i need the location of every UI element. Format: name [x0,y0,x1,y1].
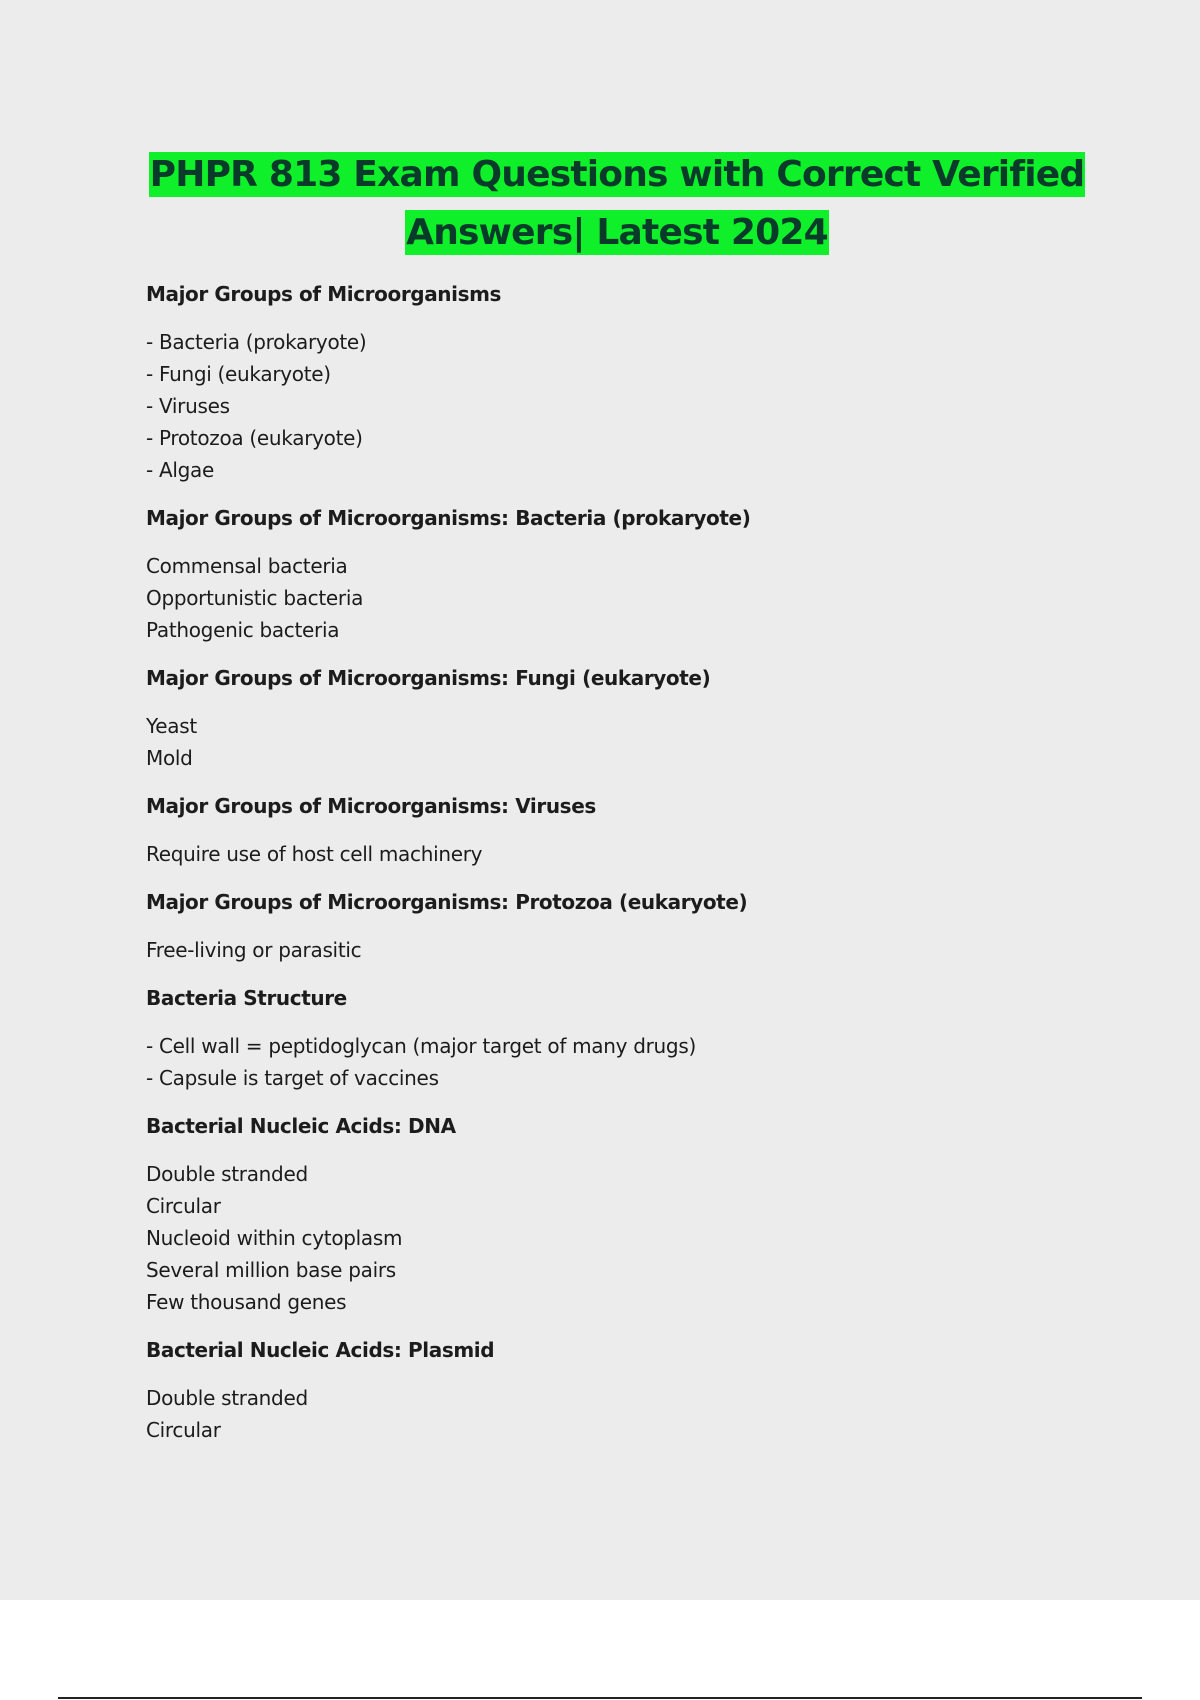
answer-line: - Fungi (eukaryote) [146,362,331,386]
answer-line: - Bacteria (prokaryote) [146,330,367,354]
question-heading: Major Groups of Microorganisms: Protozoa (eukaryote) [146,890,748,914]
answer-line: Pathogenic bacteria [146,618,340,642]
document-title [0,146,1200,262]
answer-line: Double stranded [146,1386,308,1410]
answer-line: Free-living or parasitic [146,938,362,962]
answer-line: Commensal bacteria [146,554,348,578]
answer-block [146,934,1046,966]
answer-line: - Protozoa (eukaryote) [146,426,363,450]
question-heading: Major Groups of Microorganisms [146,282,502,306]
answer-line: Several million base pairs [146,1258,396,1282]
answer-line: - Capsule is target of vaccines [146,1066,439,1090]
title-line [0,146,1200,204]
question-heading: Major Groups of Microorganisms: Bacteria (prokaryote) [146,506,751,530]
answer-line: Few thousand genes [146,1290,347,1314]
answer-line: Require use of host cell machinery [146,842,483,866]
title-line-1: PHPR 813 Exam Questions with Correct Verified [149,154,1085,195]
question-heading: Major Groups of Microorganisms: Viruses [146,794,596,818]
answer-block [146,838,1046,870]
answer-line: Circular [146,1418,221,1442]
answer-line: - Cell wall = peptidoglycan (major target of many drugs) [146,1034,696,1058]
question-heading: Bacteria Structure [146,986,347,1010]
answer-block [146,1030,1046,1094]
answer-block [146,1382,1046,1446]
question-heading: Major Groups of Microorganisms: Fungi (eukaryote) [146,666,711,690]
answer-block [146,710,1046,774]
question-heading: Bacterial Nucleic Acids: Plasmid [146,1338,495,1362]
answer-line: - Viruses [146,394,230,418]
answer-line: Circular [146,1194,221,1218]
answer-block [146,1158,1046,1318]
answer-line: Double stranded [146,1162,308,1186]
answer-line: Yeast [146,714,197,738]
qa-content [146,278,1046,1462]
footer-divider [58,1697,1142,1699]
answer-line: Opportunistic bacteria [146,586,364,610]
answer-line: - Algae [146,458,214,482]
answer-block [146,326,1046,486]
title-line-2: Answers| Latest 2024 [406,212,828,253]
title-line [0,204,1200,262]
question-heading: Bacterial Nucleic Acids: DNA [146,1114,456,1138]
answer-line: Nucleoid within cytoplasm [146,1226,403,1250]
answer-block [146,550,1046,646]
answer-line: Mold [146,746,193,770]
